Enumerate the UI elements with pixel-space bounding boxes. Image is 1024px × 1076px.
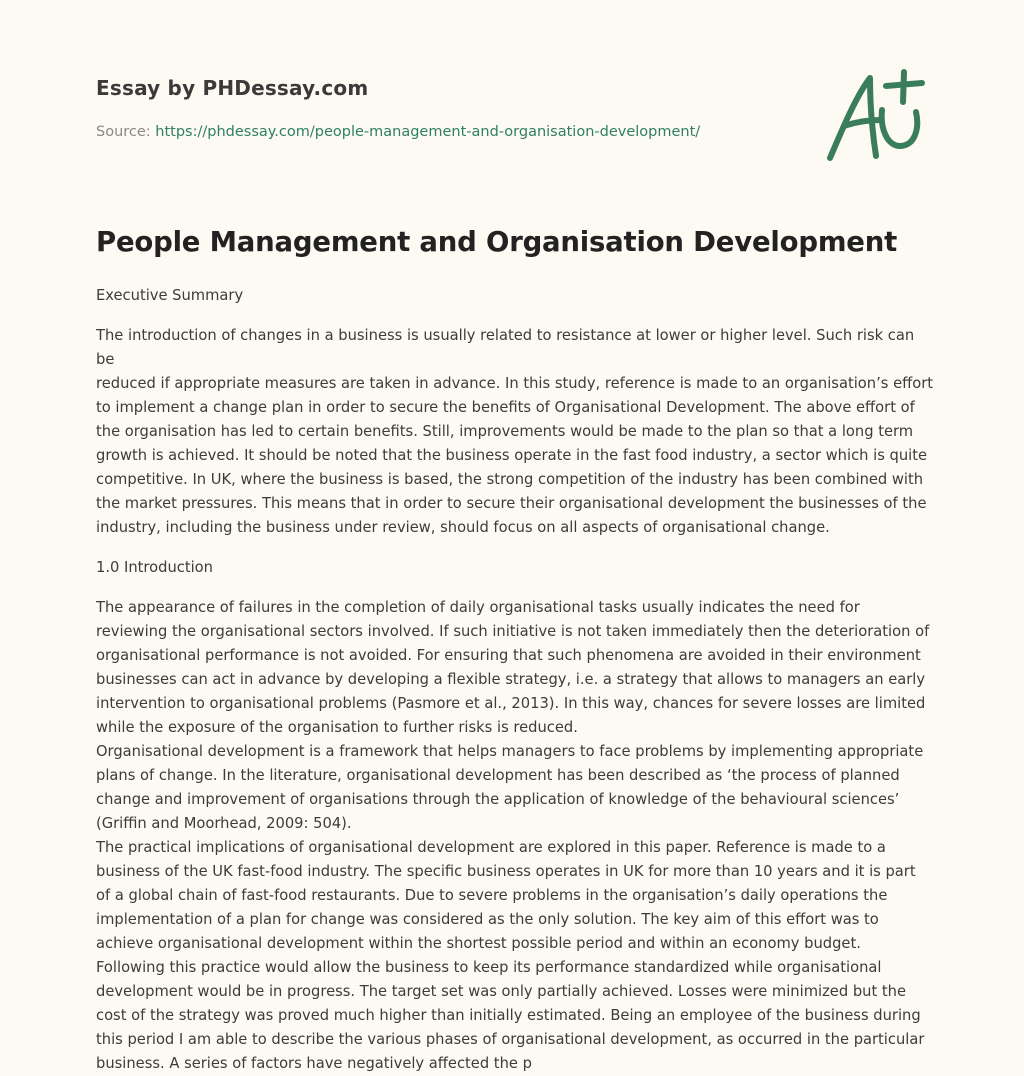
introduction-paragraph — [96, 596, 936, 1076]
text-line: competitive. In UK, where the business is based, the strong competition of the industry has been combined with — [96, 471, 924, 488]
heading-executive-summary: Executive Summary — [96, 287, 244, 304]
text-line: to implement a change plan in order to secure the benefits of Organisational Development. The above effort of — [96, 399, 915, 416]
text-line: the market pressures. This means that in order to secure their organisational development the businesses of the — [96, 495, 927, 512]
heading-introduction: 1.0 Introduction — [96, 559, 213, 576]
text-line: of a global chain of fast-food restaurants. Due to severe problems in the organisation’s daily operations the — [96, 887, 888, 904]
text-line: implementation of a plan for change was considered as the only solution. The key aim of this effort was to — [96, 911, 879, 928]
text-line: intervention to organisational problems (Pasmore et al., 2013). In this way, chances for severe losses are limited — [96, 695, 926, 712]
essay-title: People Management and Organisation Development — [96, 226, 898, 258]
text-line: reviewing the organisational sectors involved. If such initiative is not taken immediately then the deterioration of — [96, 623, 930, 640]
text-line: businesses can act in advance by developing a flexible strategy, i.e. a strategy that allows to managers an early — [96, 671, 926, 688]
summary-paragraph — [96, 324, 936, 540]
text-line: development would be in progress. The target set was only partially achieved. Losses were minimized but the — [96, 983, 906, 1000]
text-line: The practical implications of organisational development are explored in this paper. Reference is made to a — [96, 839, 886, 856]
text-line: Following this practice would allow the business to keep its performance standardized while organisational — [96, 959, 882, 976]
text-line: the organisation has led to certain benefits. Still, improvements would be made to the plan so that a long term — [96, 423, 914, 440]
text-line: change and improvement of organisations through the application of knowledge of the behavioural sciences’ — [96, 791, 900, 808]
text-line: The appearance of failures in the completion of daily organisational tasks usually indicates the need for — [96, 599, 860, 616]
essay-body — [96, 284, 936, 1076]
text-line: reduced if appropriate measures are taken in advance. In this study, reference is made to an organisation’s effort — [96, 375, 934, 392]
text-line: cost of the strategy was proved much higher than initially estimated. Being an employee of the business during — [96, 1007, 921, 1024]
site-title: Essay by PHDessay.com — [96, 76, 369, 100]
text-line: while the exposure of the organisation to further risks is reduced. — [96, 719, 578, 736]
text-line: organisational performance is not avoided. For ensuring that such phenomena are avoided in their environment — [96, 647, 921, 664]
text-line: plans of change. In the literature, organisational development has been described as ‘the process of planned — [96, 767, 900, 784]
source-label: Source: — [96, 124, 151, 140]
text-line: achieve organisational development within the shortest possible period and within an economy budget. — [96, 935, 861, 952]
text-line: (Griffin and Moorhead, 2009: 504). — [96, 815, 352, 832]
a-plus-grade-icon — [826, 68, 926, 164]
text-line: growth is achieved. It should be noted that the business operate in the fast food industry, a sector which is quite — [96, 447, 928, 464]
text-line: business. A series of factors have negatively affected the p — [96, 1055, 532, 1072]
source-link[interactable]: https://phdessay.com/people-management-and-organisation-development/ — [155, 124, 701, 140]
text-line: The introduction of changes in a business is usually related to resistance at lower or higher level. Such risk can be — [96, 327, 915, 368]
text-line: industry, including the business under review, should focus on all aspects of organisational change. — [96, 519, 830, 536]
text-line: business of the UK fast-food industry. The specific business operates in UK for more than 10 years and it is part — [96, 863, 916, 880]
text-line: this period I am able to describe the various phases of organisational development, as occurred in the particular — [96, 1031, 925, 1048]
source-line — [96, 124, 700, 140]
text-line: Organisational development is a framework that helps managers to face problems by implementing appropriate — [96, 743, 924, 760]
